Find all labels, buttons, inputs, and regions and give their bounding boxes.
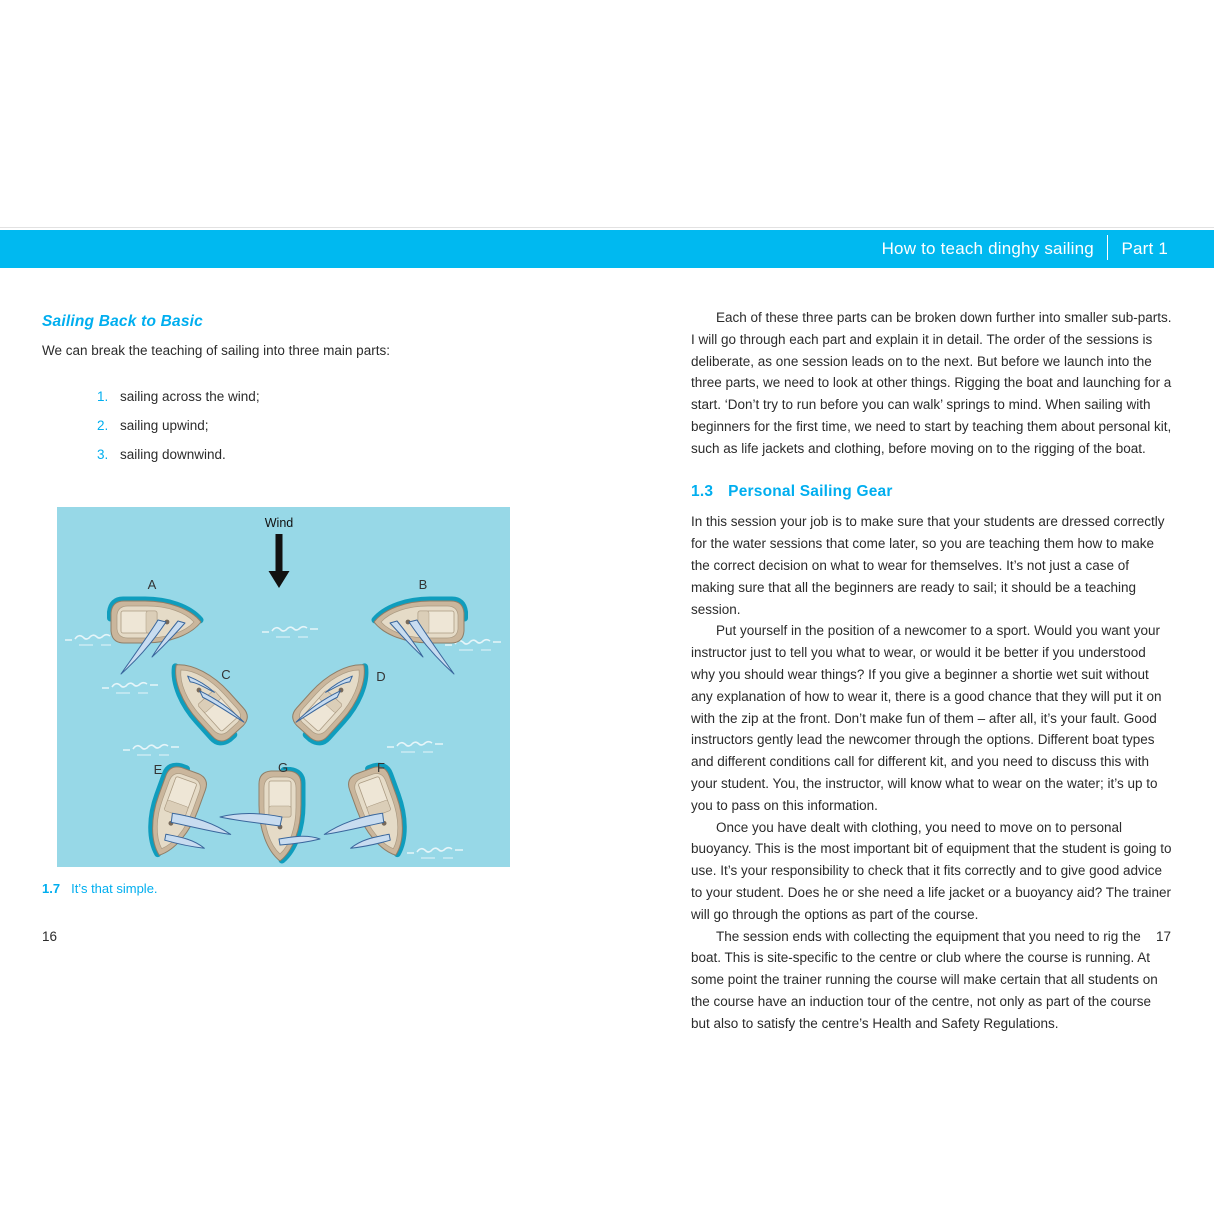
left-section-heading: Sailing Back to Basic xyxy=(42,313,203,330)
section-1-3-heading xyxy=(691,481,1172,503)
list-text: sailing upwind; xyxy=(120,418,209,433)
header-divider xyxy=(1107,235,1109,260)
boat-label-f: F xyxy=(377,760,385,775)
list-item xyxy=(97,388,260,406)
chapter-title: How to teach dinghy sailing xyxy=(881,239,1094,258)
numbered-list xyxy=(97,388,260,475)
right-page-column xyxy=(691,307,1172,1035)
boat-label-b: B xyxy=(418,577,428,592)
boat-label-a: A xyxy=(147,577,157,592)
paragraph: Once you have dealt with clothing, you need to move on to personal buoyancy. This is the most important bit of equipment that the student is going to use. It’s your responsibility to check that it fits correctly and to give good advice to your student. Does he or she need a life jacket or a buoyancy aid? The trainer will go through the options as part of the course. xyxy=(691,819,1172,922)
wind-label: Wind xyxy=(264,516,294,530)
list-item xyxy=(97,417,260,435)
part-label: Part 1 xyxy=(1121,239,1168,258)
sailing-points-diagram xyxy=(57,507,510,867)
list-number: 1. xyxy=(97,389,109,404)
intro-text: We can break the teaching of sailing into three main parts: xyxy=(42,343,390,358)
boat-label-d: D xyxy=(376,669,386,684)
paragraph: Put yourself in the position of a newcomer to a sport. Would you want your instructor just to tell you what to wear, or would it be better if you understood why you should wear things? If you give a beginner a shortie wet suit without any explanation of how to wear it, there is a good chance that they will put it on with the zip at the front. Don’t make fun of them – after all, it’s your fault. Good instructors gently lead the newcomer through the options. Different boat types and different conditions call for different kit, and you need to discuss this with your student. You, the instructor, will know what to wear on the water; it’s up to you to pass on this information. xyxy=(691,623,1162,813)
list-text: sailing downwind. xyxy=(120,447,226,462)
paragraph: The session ends with collecting the equipment that you need to rig the boat. This is site-specific to the centre or club where the course is running. At some point the trainer running the course will make certain that all students on the course have an induction tour of the centre, not only as part of the course but also to satisfy the centre’s Health and Safety Regulations. xyxy=(691,928,1158,1031)
boat-label-g: G xyxy=(277,760,289,775)
paragraph: Each of these three parts can be broken down further into smaller sub-parts. I will go through each part and explain it in detail. The order of the sessions is deliberate, as one session leads on to the next. But before we launch into the three parts, we need to look at other things. Rigging the boat and launching for a start. ‘Don’t try to run before you can walk’ springs to mind. When sailing with beginners for the first time, we need to start by teaching them about personal kit, such as life jackets and clothing, before moving on to the rigging of the boat. xyxy=(691,310,1172,456)
paragraph: In this session your job is to make sure that your students are dressed correctly for the water sessions that come later, so you are teaching them how to make the correct decision on what to wear for themselves. It’s not just a case of making sure that all the beginners are ready to sail; it should be a teaching session. xyxy=(691,514,1165,617)
section-title: Personal Sailing Gear xyxy=(728,482,893,500)
list-number: 2. xyxy=(97,418,109,433)
section-number: 1.3 xyxy=(691,482,714,500)
boat-label-c: C xyxy=(221,667,231,682)
chapter-header-bar xyxy=(0,230,1214,268)
list-number: 3. xyxy=(97,447,109,462)
figure-1-7 xyxy=(57,507,510,867)
figure-caption-number: 1.7 xyxy=(42,881,61,896)
list-text: sailing across the wind; xyxy=(120,389,260,404)
figure-caption-text: It’s that simple. xyxy=(71,881,158,896)
list-item xyxy=(97,446,260,464)
page-number-right: 17 xyxy=(1155,929,1171,944)
page-number-left: 16 xyxy=(42,929,58,944)
figure-caption xyxy=(42,881,158,896)
header-top-divider xyxy=(0,227,1214,228)
boat-label-e: E xyxy=(153,762,163,777)
